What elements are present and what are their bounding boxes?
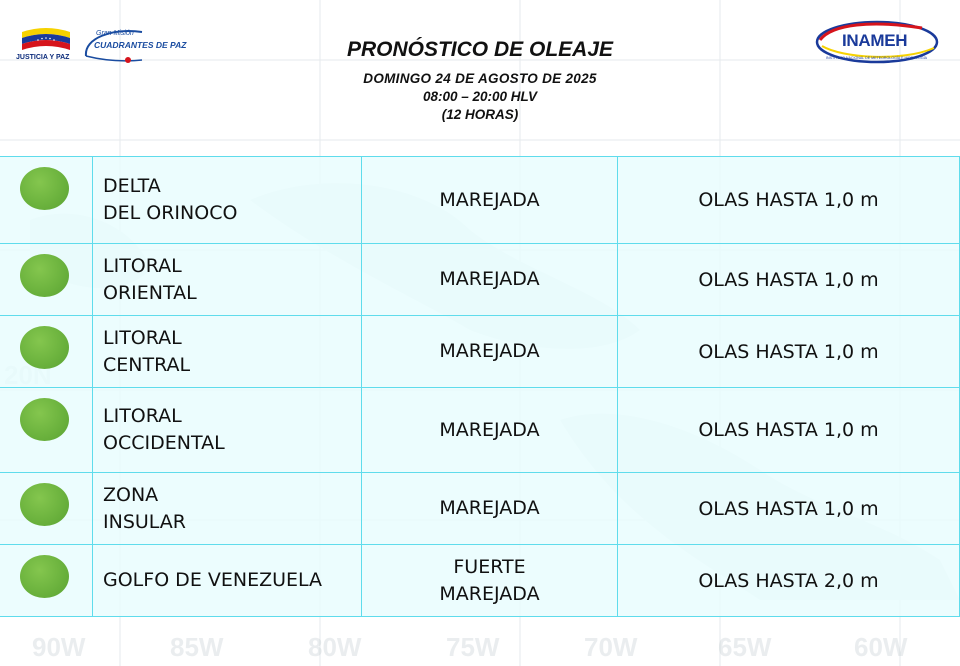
map-label: 70W — [584, 632, 638, 662]
zone-name: LITORAL CENTRAL — [93, 316, 362, 388]
cuadrantes-de-paz-text: CUADRANTES DE PAZ — [94, 40, 187, 50]
wave-height: OLAS HASTA 1,0 m — [618, 244, 960, 316]
wave-height: OLAS HASTA 2,0 m — [618, 545, 960, 617]
map-label: 65W — [718, 632, 772, 662]
table-row — [0, 316, 960, 388]
zone-name: ZONA INSULAR — [93, 473, 362, 545]
map-label: 90W — [32, 632, 86, 662]
table-row — [0, 388, 960, 473]
inameh-subtext: INSTITUTO NACIONAL DE METEOROLOGÍA E HIDROLOGÍA — [826, 56, 928, 60]
sea-condition: MAREJADA — [362, 473, 618, 545]
table-row — [0, 157, 960, 244]
status-cell — [0, 157, 93, 244]
status-cell — [0, 244, 93, 316]
status-cell — [0, 316, 93, 388]
wave-height: OLAS HASTA 1,0 m — [618, 157, 960, 244]
status-green-dot — [20, 398, 69, 441]
forecast-date: DOMINGO 24 DE AGOSTO DE 2025 — [363, 71, 597, 86]
status-green-dot — [20, 326, 69, 369]
status-cell — [0, 545, 93, 617]
justicia-y-paz-text: JUSTICIA Y PAZ — [16, 54, 70, 61]
sea-condition: MAREJADA — [362, 316, 618, 388]
status-cell — [0, 388, 93, 473]
sea-condition: MAREJADA — [362, 157, 618, 244]
inameh-text: INAMEH — [842, 31, 908, 50]
header — [0, 0, 960, 150]
status-cell — [0, 473, 93, 545]
map-label: 85W — [170, 632, 224, 662]
sea-condition: MAREJADA — [362, 388, 618, 473]
table-row — [0, 545, 960, 617]
forecast-time-range: 08:00 – 20:00 HLV — [422, 89, 538, 104]
sea-condition: FUERTE MAREJADA — [362, 545, 618, 617]
map-label: 60W — [854, 632, 908, 662]
gran-mision-text: Gran Misión — [96, 30, 134, 37]
forecast-duration: (12 HORAS) — [441, 107, 519, 122]
status-green-dot — [20, 167, 69, 210]
wave-height: OLAS HASTA 1,0 m — [618, 388, 960, 473]
zone-name: LITORAL OCCIDENTAL — [93, 388, 362, 473]
zone-name: LITORAL ORIENTAL — [93, 244, 362, 316]
status-green-dot — [20, 555, 69, 598]
table-row — [0, 244, 960, 316]
wave-forecast-table — [0, 156, 960, 617]
status-green-dot — [20, 483, 69, 526]
zone-name: GOLFO DE VENEZUELA — [93, 545, 362, 617]
map-label: 80W — [308, 632, 362, 662]
status-green-dot — [20, 254, 69, 297]
map-label: 75W — [446, 632, 500, 662]
zone-name: DELTA DEL ORINOCO — [93, 157, 362, 244]
page-title: PRONÓSTICO DE OLEAJE — [346, 38, 614, 61]
wave-height: OLAS HASTA 1,0 m — [618, 316, 960, 388]
table-row — [0, 473, 960, 545]
sea-condition: MAREJADA — [362, 244, 618, 316]
wave-height: OLAS HASTA 1,0 m — [618, 473, 960, 545]
